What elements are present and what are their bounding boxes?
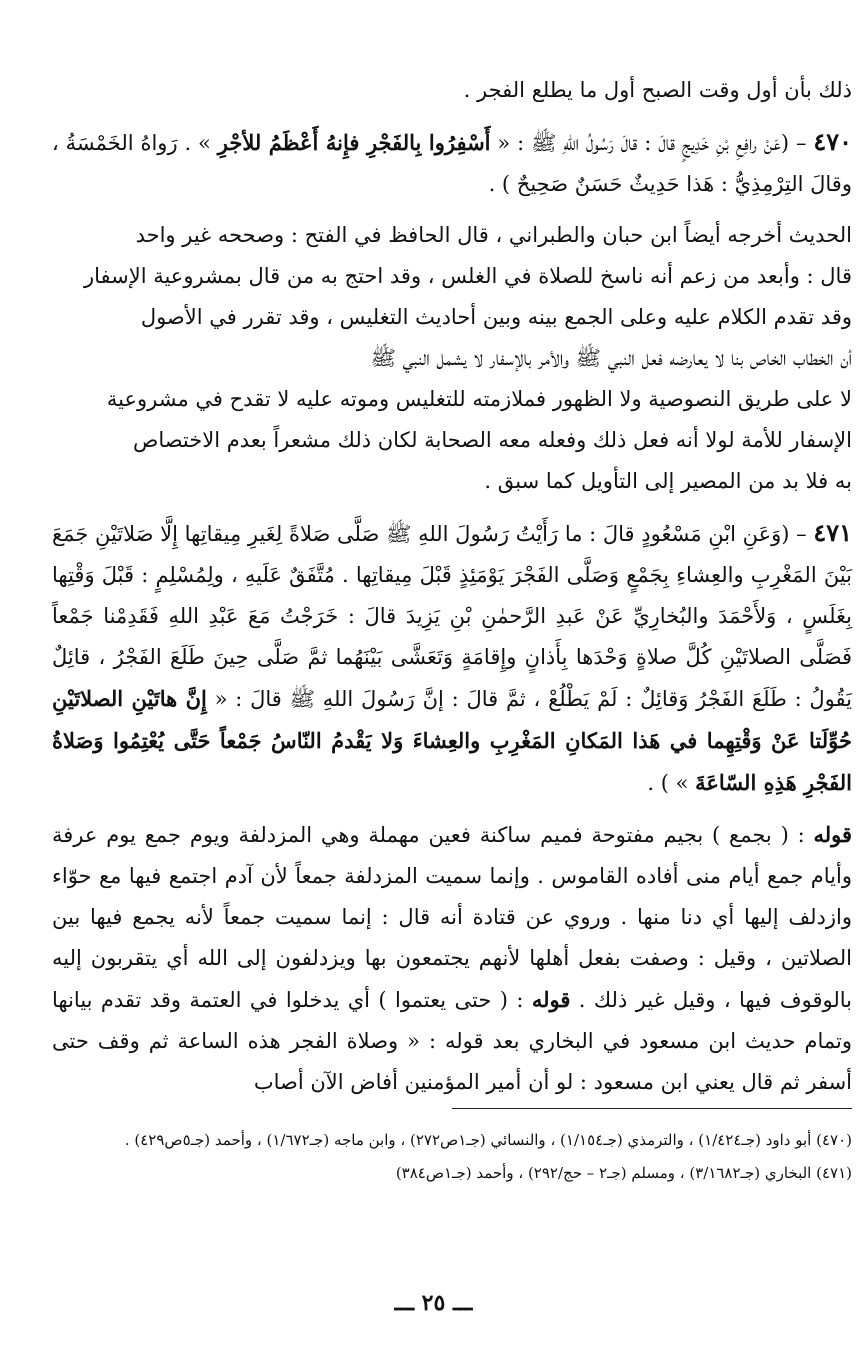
hadith-tail: » ) . bbox=[647, 771, 696, 795]
footnote: (٤٧٠) أبو داود (جـ١/٤٢٤) ، والترمذي (جـ١/١٥٤) ، والنسائي (جـ١ص٢٧٢) ، وابن ماجه (جـ١/٦٧٢) ، وأحمد (جـ٥ص٤٢٩) . bbox=[124, 1131, 852, 1149]
commentary-line: أن الخطاب الخاص بنا لا يعارضه فعل النبي ﷺ والأمر بالإسفار لا يشمل النبي ﷺ bbox=[370, 346, 852, 370]
commentary-text: : ( بجمع ) بجيم مفتوحة فميم ساكنة فعين مهملة وهي المزدلفة ويوم جمع يوم عرفة وأيام جمع أيام منى أفاده القاموس . وإنما سميت المزدلفة جمعاً لأن آدم اجتمع فيها مع حوّاء وازدلف إليها أي دنا منها . وروي عن قتادة أنه قال : إنما سميت جمعاً لأنه يجمع فيها بين الصلاتين ، وقيل : وصفت بفعل أهلها لأنهم يجتمعون بها ويزدلفون إلى الله أي يتقربون إليه بالوقوف فيها ، وقيل غير ذلك . bbox=[52, 823, 853, 1012]
commentary-line: الإسفار للأمة لولا أنه فعل ذلك وفعله معه الصحابة لكان ذلك مشعراً بعدم الاختصاص bbox=[132, 428, 852, 452]
page-body bbox=[52, 70, 852, 1103]
hadith-intro: – (عَنْ رافِعِ بْنِ خَدِيجٍ قالَ : قالَ رَسُولُ اللهِ ﷺ : « bbox=[490, 131, 814, 155]
page-number: ـــ ٢٥ ـــ bbox=[394, 1290, 473, 1316]
hadith-471 bbox=[52, 512, 852, 804]
commentary-line: الحديث أخرجه أيضاً ابن حبان والطبراني ، قال الحافظ في الفتح : وصححه غير واحد bbox=[135, 223, 852, 247]
commentary-text: : ( حتى يعتموا ) أي يدخلوا في العتمة وقد تقدم بيانها وتمام حديث ابن مسعود في البخاري بعد قوله : « وصلاة الفجر هذه الساعة ثم وقف حتى أسفر ثم قال يعني ابن مسعود : لو أن أمير المؤمنين أفاض الآن أصاب bbox=[52, 988, 852, 1094]
hadith-470 bbox=[52, 121, 852, 205]
keyword: قوله bbox=[531, 987, 571, 1012]
hadith-number: ٤٧١ bbox=[813, 518, 852, 547]
commentary-line: به فلا بد من المصير إلى التأويل كما سبق . bbox=[484, 469, 852, 493]
commentary-line: لا على طريق النصوصية ولا الظهور فملازمته للتغليس وموته عليه لا تقدح في مشروعية bbox=[106, 387, 852, 411]
text-line: ذلك بأن أول وقت الصبح أول ما يطلع الفجر . bbox=[463, 78, 852, 102]
footnote-divider bbox=[452, 1108, 852, 1109]
hadith-text: – (وَعَنِ ابْنِ مَسْعُودٍ قالَ : ما رَأَيْتُ رَسُولَ اللهِ ﷺ صَلَّى صَلاةً لِغَيرِ مِيقاتِها إِلَّا صَلاتَيْنِ جَمَعَ بَيْنَ المَغْرِبِ والعِشاءِ بِجَمْعٍ وَصَلَّى الفَجْرَ يَوْمَئِذٍ قَبْلَ مِيقاتِها . مُتَّفَقٌ عَلَيهِ ، ولِمُسْلِمٍ : قَبْلَ وَقْتِها بِغَلَسٍ ، وَلأَحْمَدَ والبُخارِيِّ عَنْ عَبدِ الرَّحمٰنِ بْنِ يَزِيدَ قالَ : خَرَجْتُ مَعَ عَبْدِ اللهِ فَقَدِمْنا جَمْعاً فَصَلَّى الصلاتَيْنِ كُلَّ صلاةٍ وَحْدَها بِأَذانٍ وإِقامَةٍ وَتَعَشَّى بَيْنَهُما ثمَّ صَلَّى حِينَ طَلَعَ الفَجْرُ ، قائِلٌ يَقُولُ : طَلَعَ الفَجْرُ وَقائِلٌ : لَمْ يَطْلُعْ ، ثمَّ قالَ : إنَّ رَسُولَ اللهِ ﷺ قالَ : « bbox=[52, 522, 852, 711]
hadith-number: ٤٧٠ bbox=[813, 127, 853, 156]
footnotes bbox=[52, 1124, 852, 1190]
hadith-quote: إِنَّ هاتَيْنِ الصلاتَيْنِ حُوِّلَتا عَنْ وَقْتِهِما في هَذا المَكانِ المَغْرِبِ والعِشاءَ وَلا يَقْدمُ النّاسُ جَمْعاً حَتَّى يُعْتِمُوا وَصَلاةُ الفَجْرِ هَذِهِ السّاعَةَ bbox=[52, 686, 852, 795]
commentary-line: قال : وأبعد من زعم أنه ناسخ للصلاة في الغلس ، وقد احتج به من قال بمشروعية الإسفار bbox=[83, 264, 852, 288]
keyword: قوله bbox=[813, 822, 852, 847]
hadith-quote: أَسْفِرُوا بِالفَجْرِ فإِنهُ أَعْظَمُ للأجْرِ bbox=[217, 130, 491, 155]
commentary-471 bbox=[52, 814, 852, 1103]
commentary-470 bbox=[52, 215, 852, 502]
commentary-line: وقد تقدم الكلام عليه وعلى الجمع بينه وبين أحاديث التغليس ، وقد تقرر في الأصول bbox=[140, 305, 852, 329]
footnote: (٤٧١) البخاري (جـ٣/١٦٨٢) ، ومسلم (جـ٢ – حج/٢٩٢) ، وأحمد (جـ١ص٣٨٤) bbox=[395, 1164, 852, 1182]
hadith-tail: » . رَواهُ الخَمْسَةُ ، وقالَ التِرْمِذِيُّ : هَذا حَدِيثٌ حَسَنٌ صَحِيحٌ ) . bbox=[52, 131, 852, 196]
